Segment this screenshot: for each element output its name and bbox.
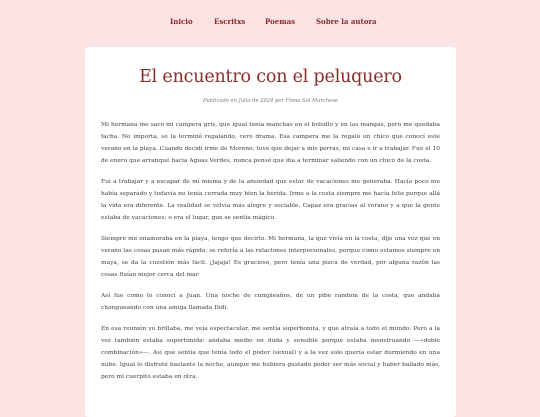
article-body bbox=[101, 119, 440, 383]
article-paragraph: Mi hermana me sacó mi campera gris, que igual tenía manchas en el bolsillo y en las mangas, pero me quedaba facha. No importa, se la terminé regalando, cero drama. Esa campera me la regaló un chico que conocí este verano en la playa. Cuando decidí irme de Moreno, tuve que dejar a mis perras, mi casa e ir a trabajar. Fue el 10 de enero que arranqué hacia Aguas Verdes, nunca pensé que iba a terminar saliendo con un chico de la costa. bbox=[101, 122, 440, 164]
nav-link-escritxs[interactable]: Escritxs bbox=[214, 17, 246, 26]
nav-link-inicio[interactable]: Inicio bbox=[170, 17, 193, 26]
article-meta: Publicado en Julio de 2024 por Fiona Sol Marchese bbox=[203, 98, 338, 104]
article-paragraph: Fui a trabajar y a escapar de mí misma y de la ansiedad que estar de vacaciones me generaba. Hacía poco me había separado y todavía no tenía cerrada muy bien la herida. Irme a la costa siempre me hacía feliz porque allá la vida era diferente. La realidad se volvía más alegre y sociable. Capaz era gracias al verano y a que la gente estaba de vacaciones; o era el lugar, que se sentía mágico. bbox=[101, 179, 440, 221]
article-card bbox=[85, 47, 456, 417]
article-paragraph: Siempre me enamoraba en la playa, tengo que decirlo. Mi hermana, la que vivía en la costa, dijo una vez que en verano las cosas pasan más rápido, se refería a las relaciones interpersonales, porque como estamos siempre en maya, se da la cuestión más fácil. ¡Jajaja! Es gracioso, pero tenía una pizca de verdad, por alguna razón las cosas fluían mejor cerca del mar. bbox=[101, 236, 440, 278]
nav-link-sobre-la-autora[interactable]: Sobre la autora bbox=[316, 17, 377, 26]
main-nav bbox=[0, 17, 540, 31]
article-paragraph: En esa reunión yo brillaba, me veía espectacular, me sentía superbonita, y que atraía a todo el mundo. Pero a la vez también estaba supertímida: andaba medio en duda y sensible porque estaba menstruando —«doble combinación»—. Así que sentía que tenía todo el poder (sexual) y a la vez solo quería estar durmiendo en una nube. Igual lo disfruté bastante la noche, aunque me hubiera gustado poder ser más social y haber bailado más, pero mi cuerpito estaba en otra. bbox=[101, 326, 440, 380]
article-title: El encuentro con el peluquero bbox=[139, 67, 402, 87]
nav-link-poemas[interactable]: Poemas bbox=[265, 17, 296, 26]
article-paragraph: Así fue como lo conocí a Juan. Una noche de cumpleaños, de un pibe random de la costa, que andaba chongueando con una amiga llamada Didi. bbox=[101, 293, 440, 311]
